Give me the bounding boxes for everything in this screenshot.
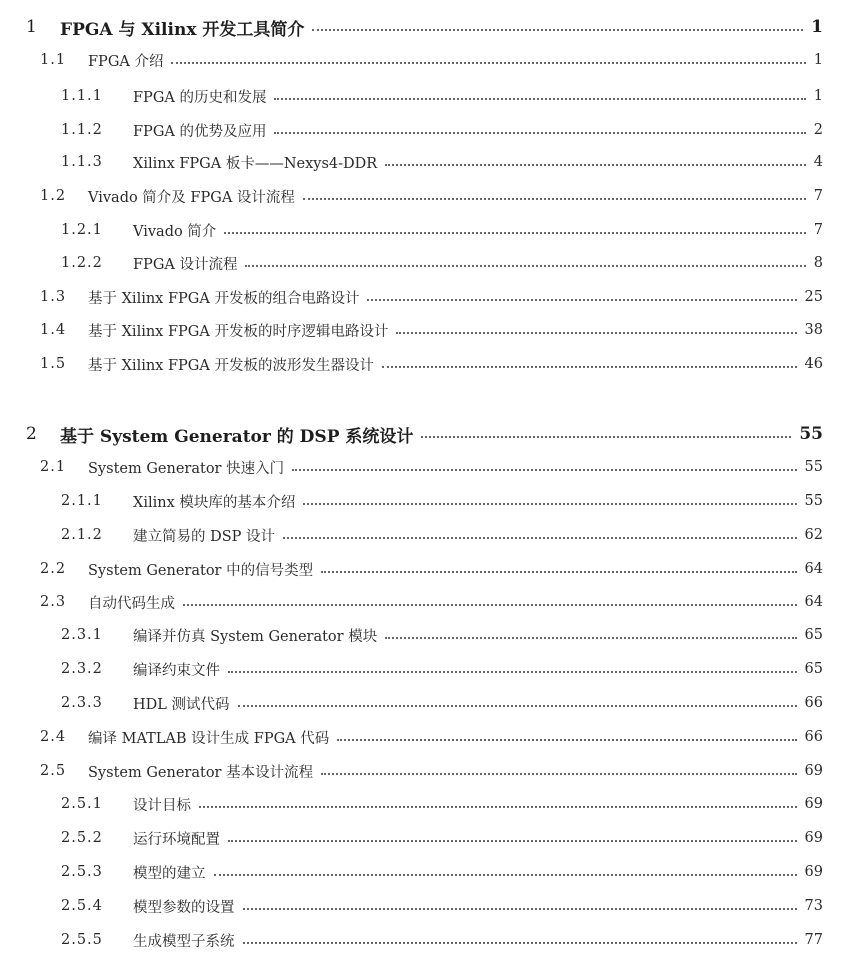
dot-leader [321,571,796,573]
toc-entry-section[interactable] [40,316,823,344]
toc-title: 编译 MATLAB 设计生成 FPGA 代码 [88,730,330,747]
dot-leader [367,299,796,301]
toc-page: 69 [804,864,823,880]
toc-title: System Generator 快速入门 [88,460,285,477]
toc-page: 1 [813,52,823,68]
toc-page: 55 [799,424,823,444]
toc-number: 2.2 [40,561,67,577]
dot-leader [224,232,805,234]
dot-leader [274,98,805,100]
toc-number: 2.5.4 [61,898,103,914]
toc-page: 7 [813,222,823,238]
toc-entry-chapter[interactable] [26,420,823,448]
toc-number: 2.1.2 [61,527,103,543]
dot-leader [292,469,796,471]
toc-page: 65 [804,627,823,643]
toc-title: Xilinx 模块库的基本介绍 [133,494,296,511]
toc-entry-section[interactable] [40,555,823,583]
toc-page: 1 [813,88,823,104]
toc-title: FPGA 的历史和发展 [133,89,267,106]
dot-leader [303,198,806,200]
dot-leader [283,537,797,539]
toc-number: 1.1 [40,52,67,68]
toc-entry-subsection[interactable] [61,824,823,852]
toc-title: FPGA 的优势及应用 [133,123,267,140]
dot-leader [171,62,805,64]
toc-title: System Generator 基本设计流程 [88,764,314,781]
toc-title: 运行环境配置 [133,831,220,848]
toc-page: 38 [804,322,823,338]
toc-page: 1 [811,17,823,37]
toc-number: 1.1.2 [61,122,103,138]
toc-entry-section[interactable] [40,757,823,785]
toc-page: 4 [813,154,823,170]
toc-title: System Generator 中的信号类型 [88,562,314,579]
toc-page: 64 [804,594,823,610]
toc-title: 基于 Xilinx FPGA 开发板的时序逻辑电路设计 [88,323,389,340]
toc-page: 7 [813,188,823,204]
dot-leader [228,840,797,842]
dot-leader [421,436,791,438]
dot-leader [183,604,797,606]
toc-entry-section[interactable] [40,588,823,616]
dot-leader [238,705,797,707]
toc-title: 设计目标 [133,797,191,814]
dot-leader [385,637,796,639]
toc-page: 64 [804,561,823,577]
toc-page: 66 [804,729,823,745]
toc-page: 62 [804,527,823,543]
toc-title: FPGA 设计流程 [133,256,238,273]
toc-page: 25 [804,289,823,305]
toc-number: 2.5.5 [61,932,103,948]
toc-number: 1.5 [40,356,67,372]
toc-number: 2.5 [40,763,67,779]
toc-page: 8 [813,255,823,271]
toc-number: 2.5.2 [61,830,103,846]
toc-entry-subsection[interactable] [61,892,823,920]
toc-page: 65 [804,661,823,677]
toc-title: 基于 Xilinx FPGA 开发板的组合电路设计 [88,290,360,307]
toc-entry-subsection[interactable] [61,148,823,176]
toc-number: 2.1 [40,459,67,475]
toc-title: HDL 测试代码 [133,696,230,713]
toc-number: 1.3 [40,289,67,305]
toc-title: 生成模型子系统 [133,933,235,950]
toc-title: 模型参数的设置 [133,899,235,916]
toc-title: Vivado 简介及 FPGA 设计流程 [88,189,295,206]
toc-number: 2.5.1 [61,796,103,812]
toc-entry-subsection[interactable] [61,621,823,649]
toc-entry-section[interactable] [40,350,823,378]
toc-entry-section[interactable] [40,723,823,751]
toc-title: 编译约束文件 [133,662,220,679]
toc-number: 2.3.3 [61,695,103,711]
toc-page: 66 [804,695,823,711]
toc-entry-section[interactable] [40,46,823,74]
toc-page: 55 [804,493,823,509]
toc-page: 73 [804,898,823,914]
toc-entry-subsection[interactable] [61,487,823,515]
toc-title: FPGA 与 Xilinx 开发工具简介 [60,19,305,40]
dot-leader [243,942,797,944]
dot-leader [274,132,805,134]
toc-entry-chapter[interactable] [26,13,823,41]
toc-entry-subsection[interactable] [61,82,823,110]
toc-entry-subsection[interactable] [61,926,823,954]
toc-title: Xilinx FPGA 板卡——Nexys4-DDR [133,155,378,172]
toc-number: 1.2.1 [61,222,103,238]
toc-entry-section[interactable] [40,453,823,481]
toc-page: 69 [804,763,823,779]
toc-number: 2 [26,424,38,444]
toc-number: 1.2 [40,188,67,204]
toc-number: 1.4 [40,322,67,338]
toc-number: 1.1.1 [61,88,103,104]
toc-page: 55 [804,459,823,475]
toc-entry-section[interactable] [40,283,823,311]
toc-number: 1.1.3 [61,154,103,170]
toc-title: 建立简易的 DSP 设计 [133,528,276,545]
toc-entry-subsection[interactable] [61,689,823,717]
dot-leader [245,265,805,267]
dot-leader [312,29,803,31]
dot-leader [321,773,796,775]
toc-entry-subsection[interactable] [61,858,823,886]
toc-number: 2.5.3 [61,864,103,880]
dot-leader [243,908,797,910]
toc-title: Vivado 简介 [133,223,217,240]
dot-leader [337,739,796,741]
toc-title: 模型的建立 [133,865,206,882]
toc-entry-subsection[interactable] [61,216,823,244]
toc-number: 2.3.1 [61,627,103,643]
toc-entry-section[interactable] [40,182,823,210]
toc-page: 77 [804,932,823,948]
toc-entry-subsection[interactable] [61,116,823,144]
toc-entry-subsection[interactable] [61,790,823,818]
toc-page: 46 [804,356,823,372]
toc-title: 基于 System Generator 的 DSP 系统设计 [60,426,414,447]
toc-number: 1.2.2 [61,255,103,271]
dot-leader [228,671,797,673]
toc-number: 2.3.2 [61,661,103,677]
dot-leader [214,874,797,876]
dot-leader [396,332,796,334]
toc-page: 69 [804,796,823,812]
toc-number: 2.3 [40,594,67,610]
toc-page: 2 [813,122,823,138]
toc-number: 2.1.1 [61,493,103,509]
toc-entry-subsection[interactable] [61,655,823,683]
toc-page: 69 [804,830,823,846]
dot-leader [199,806,797,808]
toc-title: FPGA 介绍 [88,53,164,70]
toc-number: 2.4 [40,729,67,745]
dot-leader [382,366,797,368]
toc-number: 1 [26,17,38,37]
toc-entry-subsection[interactable] [61,521,823,549]
toc-title: 基于 Xilinx FPGA 开发板的波形发生器设计 [88,357,374,374]
dot-leader [303,503,796,505]
toc-title: 自动代码生成 [88,595,175,612]
toc-entry-subsection[interactable] [61,249,823,277]
dot-leader [385,164,806,166]
toc-title: 编译并仿真 System Generator 模块 [133,628,378,645]
